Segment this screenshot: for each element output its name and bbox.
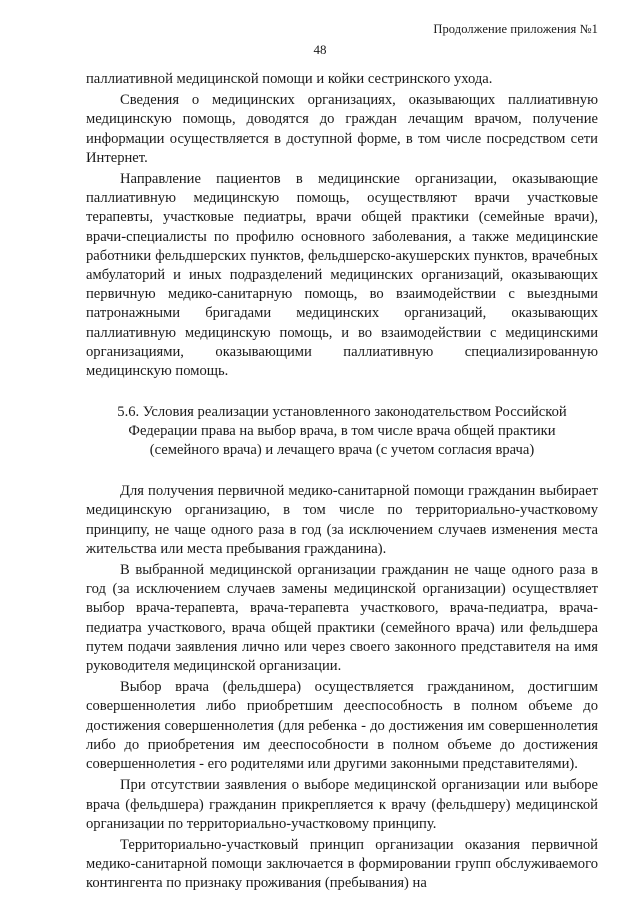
paragraph: Направление пациентов в медицинские организации, оказывающие паллиативную медицинскую помощь, осуществляют врачи участковые терапевты, участковые педиатры, врачи общей практики (семейные врачи), врачи-специалисты по профилю основного заболевания, а также медицинские работники фельдшерских пунктов, фельдшерско-акушерских пунктов, врачебных амбулаторий и иных подразделений медицинских организаций, оказывающих первичную медико-санитарную помощь, во взаимодействии с выездными патронажными бригадами медицинских организаций, оказывающих паллиативную медицинскую помощь, и во взаимодействии с медицинскими организациями, оказывающими паллиативную специализированную медицинскую помощь. xyxy=(86,171,598,380)
paragraph: Выбор врача (фельдшера) осуществляется гражданином, достигшим совершеннолетия либо приобретшим дееспособность в полном объеме до достижения совершеннолетия (для ребенка - до достижения им совершеннолетия либо до приобретения им дееспособности в полном объеме до достижения совершеннолетия - его родителями или другими законными представителями). xyxy=(86,679,598,773)
paragraph: В выбранной медицинской организации гражданин не чаще одного раза в год (за исключением случаев замены медицинской организации) осуществляет выбор врача-терапевта, врача-терапевта участкового, врача-педиатра, врача-педиатра участкового, врача общей практики (семейного врача) или фельдшера путем подачи заявления лично или через своего законного представителя на имя руководителя медицинской организации. xyxy=(86,562,598,675)
paragraph-continuation: паллиативной медицинской помощи и койки сестринского ухода. xyxy=(86,71,493,87)
appendix-header: Продолжение приложения №1 xyxy=(433,22,598,36)
document-body xyxy=(86,70,598,894)
paragraph: Для получения первичной медико-санитарной помощи гражданин выбирает медицинскую организацию, в том числе по территориально-участковому принципу, не чаще одного раза в год (за исключением случаев изменения места жительства или места пребывания гражданина). xyxy=(86,483,598,557)
paragraph: Территориально-участковый принцип организации оказания первичной медико-санитарной помощи заключается в формировании групп обслуживаемого контингента по признаку проживания (пребывания) на xyxy=(86,836,598,892)
paragraph: Сведения о медицинских организациях, оказывающих паллиативную медицинскую помощь, доводятся до граждан лечащим врачом, получение информации осуществляется в доступной форме, в том числе посредством сети Интернет. xyxy=(86,92,598,166)
section-heading: 5.6. Условия реализации установленного законодательством Российской Федерации права на выбор врача, в том числе врача общей практики (семейного врача) и лечащего врача (с учетом согласия врача) xyxy=(117,404,567,459)
paragraph: При отсутствии заявления о выборе медицинской организации или выборе врача (фельдшера) гражданин прикрепляется к врачу (фельдшеру) медицинской организации по территориально-участковому принципу. xyxy=(86,777,598,832)
page-number: 48 xyxy=(313,42,327,57)
